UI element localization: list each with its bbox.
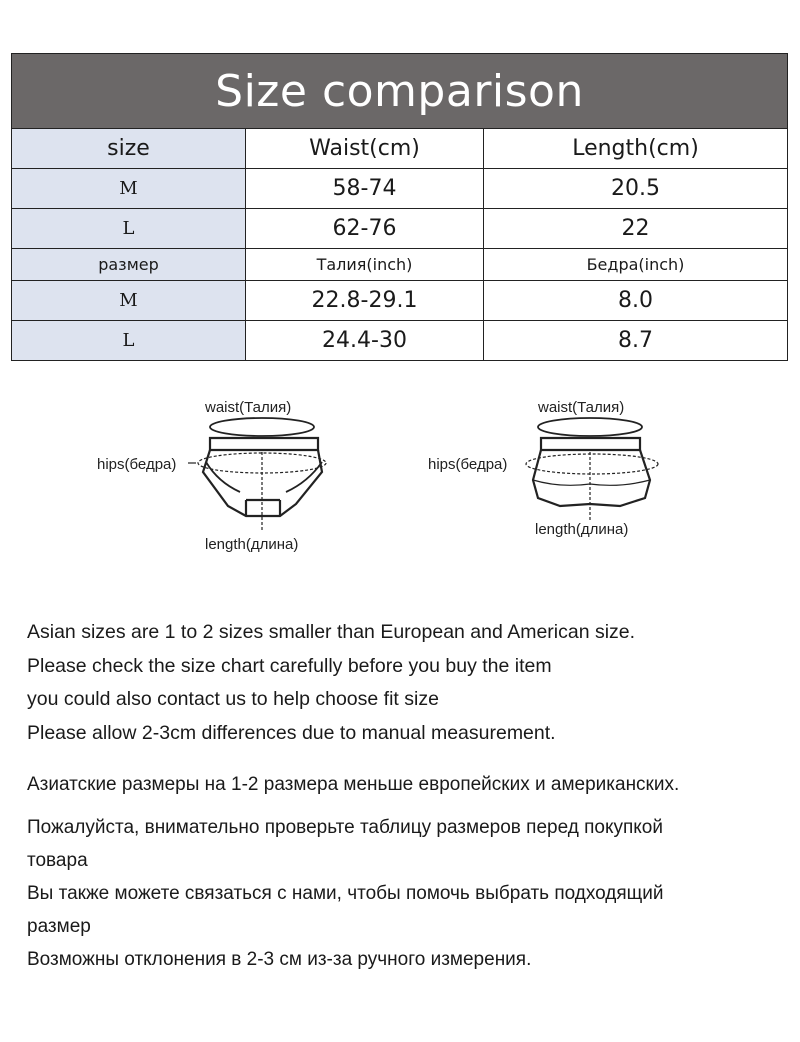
- length-cell: 8.0: [484, 281, 787, 320]
- table-header-inch: [12, 249, 787, 281]
- header-hips-inch: Бедра(inch): [484, 249, 787, 280]
- table-header-cm: [12, 129, 787, 169]
- note-en: Asian sizes are 1 to 2 sizes smaller than European and American size.: [27, 621, 636, 643]
- note-ru: Вы также можете связаться с нами, чтобы помочь выбрать подходящий: [27, 883, 664, 904]
- size-cell: M: [12, 281, 246, 320]
- length-label: length(длина): [535, 521, 629, 538]
- note-en: you could also contact us to help choose fit size: [27, 688, 439, 710]
- header-razmer: размер: [12, 249, 246, 280]
- measurement-diagrams: [0, 380, 800, 580]
- hips-label: hips(бедра): [428, 456, 508, 473]
- header-size: size: [12, 129, 246, 168]
- note-ru: товара: [27, 850, 88, 871]
- header-waist-inch: Талия(inch): [246, 249, 484, 280]
- size-cell: M: [12, 169, 246, 208]
- panties-illustration: [0, 380, 800, 580]
- table-row: [12, 281, 787, 321]
- header-length-cm: Length(cm): [484, 129, 787, 168]
- waist-cell: 62-76: [246, 209, 484, 248]
- waist-cell: 22.8-29.1: [246, 281, 484, 320]
- length-cell: 8.7: [484, 321, 787, 360]
- note-en: Please allow 2-3cm differences due to manual measurement.: [27, 721, 556, 744]
- table-row: [12, 169, 787, 209]
- length-label: length(длина): [205, 536, 299, 553]
- note-ru: Возможны отклонения в 2-3 см из-за ручного измерения.: [27, 949, 532, 970]
- boyshorts-diagram: [526, 418, 658, 520]
- hips-label: hips(бедра): [97, 456, 177, 473]
- length-cell: 20.5: [484, 169, 787, 208]
- waist-cell: 24.4-30: [246, 321, 484, 360]
- size-cell: L: [12, 321, 246, 360]
- note-ru: Азиатские размеры на 1-2 размера меньше европейских и американских.: [27, 774, 680, 795]
- table-row: [12, 321, 787, 360]
- size-notes: [27, 616, 797, 976]
- header-waist-cm: Waist(cm): [246, 129, 484, 168]
- size-table: [11, 53, 788, 361]
- waist-cell: 58-74: [246, 169, 484, 208]
- note-en: Please check the size chart carefully before you buy the item: [27, 654, 552, 677]
- note-ru: Пожалуйста, внимательно проверьте таблицу размеров перед покупкой: [27, 817, 663, 838]
- note-ru: размер: [27, 916, 91, 937]
- length-cell: 22: [484, 209, 787, 248]
- table-title: Size comparison: [12, 54, 787, 129]
- waist-label: waist(Талия): [205, 399, 292, 416]
- table-row: [12, 209, 787, 249]
- waist-label: waist(Талия): [538, 399, 625, 416]
- briefs-diagram: [188, 418, 326, 530]
- size-cell: L: [12, 209, 246, 248]
